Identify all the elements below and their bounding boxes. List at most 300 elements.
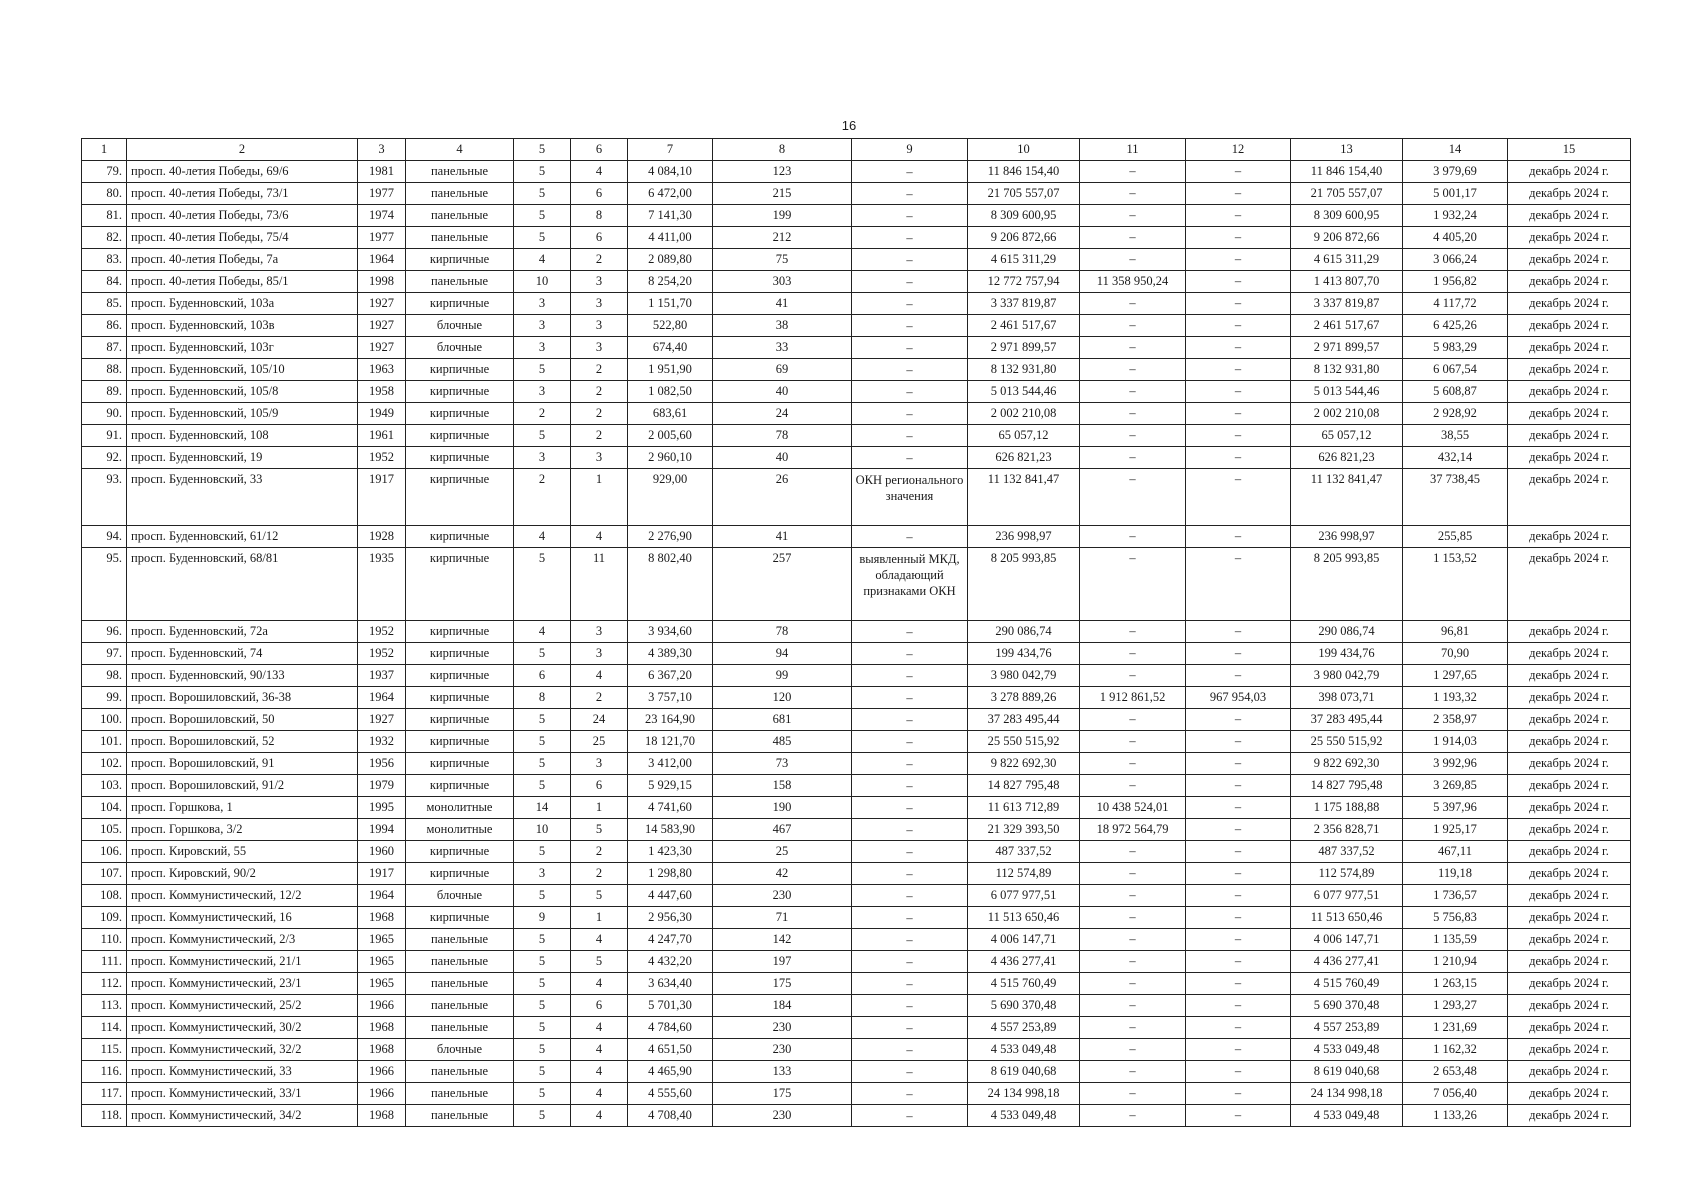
floors-cell: 5 [514,995,571,1017]
address-cell: просп. Коммунистический, 21/1 [127,951,358,973]
total-cost-cell: 2 971 899,57 [968,337,1080,359]
deadline-cell: декабрь 2024 г. [1508,1039,1631,1061]
unit-cost-cell: 1 914,03 [1403,731,1508,753]
table-row [82,205,1631,227]
heritage-status-cell: – [852,227,968,249]
unit-cost-cell: 6 425,26 [1403,315,1508,337]
build-year-cell: 1927 [358,709,406,731]
row-number-cell: 107. [82,863,127,885]
residents-cell: 485 [713,731,852,753]
fund-cost-cell: – [1080,381,1186,403]
unit-cost-cell: 70,90 [1403,643,1508,665]
unit-cost-cell: 1 263,15 [1403,973,1508,995]
regional-cost-cell: – [1186,1105,1291,1127]
fund-cost-cell: – [1080,775,1186,797]
residents-cell: 25 [713,841,852,863]
table-row [82,337,1631,359]
unit-cost-cell: 7 056,40 [1403,1083,1508,1105]
wall-material-cell: панельные [406,929,514,951]
owners-cost-cell: 65 057,12 [1291,425,1403,447]
residents-cell: 41 [713,293,852,315]
entrances-cell: 3 [571,753,628,775]
floors-cell: 3 [514,863,571,885]
regional-cost-cell: – [1186,359,1291,381]
entrances-cell: 4 [571,161,628,183]
heritage-status-cell: – [852,271,968,293]
deadline-cell: декабрь 2024 г. [1508,447,1631,469]
deadline-cell: декабрь 2024 г. [1508,643,1631,665]
fund-cost-cell: – [1080,731,1186,753]
deadline-cell: декабрь 2024 г. [1508,841,1631,863]
table-row [82,447,1631,469]
unit-cost-cell: 255,85 [1403,526,1508,548]
heritage-status-cell: – [852,425,968,447]
area-cell: 6 472,00 [628,183,713,205]
area-cell: 4 432,20 [628,951,713,973]
residents-cell: 230 [713,1105,852,1127]
table-row [82,161,1631,183]
regional-cost-cell: – [1186,709,1291,731]
address-cell: просп. Ворошиловский, 91 [127,753,358,775]
wall-material-cell: кирпичные [406,469,514,526]
deadline-cell: декабрь 2024 г. [1508,995,1631,1017]
build-year-cell: 1952 [358,621,406,643]
row-number-cell: 86. [82,315,127,337]
unit-cost-cell: 1 932,24 [1403,205,1508,227]
row-number-cell: 98. [82,665,127,687]
table-row [82,929,1631,951]
row-number-cell: 117. [82,1083,127,1105]
residents-cell: 33 [713,337,852,359]
floors-cell: 10 [514,271,571,293]
table-body [82,139,1631,1127]
wall-material-cell: кирпичные [406,249,514,271]
wall-material-cell: панельные [406,183,514,205]
build-year-cell: 1977 [358,227,406,249]
fund-cost-cell: – [1080,621,1186,643]
address-cell: просп. Кировский, 55 [127,841,358,863]
total-cost-cell: 11 132 841,47 [968,469,1080,526]
address-cell: просп. 40-летия Победы, 69/6 [127,161,358,183]
area-cell: 6 367,20 [628,665,713,687]
build-year-cell: 1932 [358,731,406,753]
entrances-cell: 3 [571,293,628,315]
row-number-cell: 88. [82,359,127,381]
floors-cell: 3 [514,315,571,337]
total-cost-cell: 199 434,76 [968,643,1080,665]
area-cell: 3 757,10 [628,687,713,709]
fund-cost-cell: – [1080,403,1186,425]
owners-cost-cell: 4 557 253,89 [1291,1017,1403,1039]
heritage-status-cell: – [852,161,968,183]
regional-cost-cell: – [1186,337,1291,359]
residents-cell: 78 [713,425,852,447]
address-cell: просп. 40-летия Победы, 73/1 [127,183,358,205]
unit-cost-cell: 1 293,27 [1403,995,1508,1017]
floors-cell: 4 [514,621,571,643]
unit-cost-cell: 1 135,59 [1403,929,1508,951]
deadline-cell: декабрь 2024 г. [1508,973,1631,995]
heritage-status-cell: – [852,403,968,425]
residents-cell: 123 [713,161,852,183]
row-number-cell: 92. [82,447,127,469]
floors-cell: 5 [514,359,571,381]
owners-cost-cell: 2 971 899,57 [1291,337,1403,359]
row-number-cell: 108. [82,885,127,907]
row-number-cell: 91. [82,425,127,447]
total-cost-cell: 2 002 210,08 [968,403,1080,425]
owners-cost-cell: 112 574,89 [1291,863,1403,885]
deadline-cell: декабрь 2024 г. [1508,621,1631,643]
address-cell: просп. Буденновский, 103а [127,293,358,315]
fund-cost-cell: 18 972 564,79 [1080,819,1186,841]
unit-cost-cell: 5 001,17 [1403,183,1508,205]
total-cost-cell: 4 557 253,89 [968,1017,1080,1039]
build-year-cell: 1917 [358,863,406,885]
wall-material-cell: кирпичные [406,775,514,797]
total-cost-cell: 112 574,89 [968,863,1080,885]
row-number-cell: 113. [82,995,127,1017]
entrances-cell: 4 [571,973,628,995]
residents-cell: 681 [713,709,852,731]
regional-cost-cell: – [1186,447,1291,469]
row-number-cell: 112. [82,973,127,995]
area-cell: 18 121,70 [628,731,713,753]
heritage-status-cell: – [852,359,968,381]
table-row [82,775,1631,797]
area-cell: 2 276,90 [628,526,713,548]
owners-cost-cell: 11 513 650,46 [1291,907,1403,929]
owners-cost-cell: 1 175 188,88 [1291,797,1403,819]
unit-cost-cell: 3 979,69 [1403,161,1508,183]
row-number-cell: 93. [82,469,127,526]
fund-cost-cell: – [1080,643,1186,665]
row-number-cell: 81. [82,205,127,227]
floors-cell: 5 [514,753,571,775]
entrances-cell: 2 [571,381,628,403]
total-cost-cell: 3 337 819,87 [968,293,1080,315]
fund-cost-cell: – [1080,205,1186,227]
entrances-cell: 1 [571,469,628,526]
column-number-cell: 1 [82,139,127,161]
total-cost-cell: 3 278 889,26 [968,687,1080,709]
unit-cost-cell: 1 736,57 [1403,885,1508,907]
row-number-cell: 101. [82,731,127,753]
fund-cost-cell: – [1080,885,1186,907]
wall-material-cell: монолитные [406,819,514,841]
fund-cost-cell: – [1080,863,1186,885]
owners-cost-cell: 398 073,71 [1291,687,1403,709]
heritage-status-cell: – [852,819,968,841]
entrances-cell: 3 [571,315,628,337]
area-cell: 23 164,90 [628,709,713,731]
floors-cell: 5 [514,183,571,205]
build-year-cell: 1968 [358,1039,406,1061]
build-year-cell: 1981 [358,161,406,183]
area-cell: 4 784,60 [628,1017,713,1039]
residents-cell: 230 [713,885,852,907]
regional-cost-cell: – [1186,797,1291,819]
deadline-cell: декабрь 2024 г. [1508,731,1631,753]
unit-cost-cell: 1 193,32 [1403,687,1508,709]
address-cell: просп. Буденновский, 33 [127,469,358,526]
build-year-cell: 1960 [358,841,406,863]
deadline-cell: декабрь 2024 г. [1508,885,1631,907]
build-year-cell: 1961 [358,425,406,447]
regional-cost-cell: – [1186,1039,1291,1061]
column-number-cell: 8 [713,139,852,161]
owners-cost-cell: 4 006 147,71 [1291,929,1403,951]
area-cell: 1 423,30 [628,841,713,863]
wall-material-cell: кирпичные [406,293,514,315]
wall-material-cell: панельные [406,227,514,249]
regional-cost-cell: – [1186,995,1291,1017]
total-cost-cell: 21 329 393,50 [968,819,1080,841]
entrances-cell: 6 [571,775,628,797]
unit-cost-cell: 4 117,72 [1403,293,1508,315]
owners-cost-cell: 236 998,97 [1291,526,1403,548]
wall-material-cell: кирпичные [406,621,514,643]
address-cell: просп. Ворошиловский, 50 [127,709,358,731]
entrances-cell: 8 [571,205,628,227]
total-cost-cell: 9 206 872,66 [968,227,1080,249]
unit-cost-cell: 5 608,87 [1403,381,1508,403]
owners-cost-cell: 8 619 040,68 [1291,1061,1403,1083]
deadline-cell: декабрь 2024 г. [1508,1061,1631,1083]
entrances-cell: 3 [571,447,628,469]
residents-cell: 41 [713,526,852,548]
total-cost-cell: 2 461 517,67 [968,315,1080,337]
table-row [82,731,1631,753]
deadline-cell: декабрь 2024 г. [1508,183,1631,205]
heritage-status-cell: – [852,841,968,863]
deadline-cell: декабрь 2024 г. [1508,381,1631,403]
table-row [82,293,1631,315]
residents-cell: 199 [713,205,852,227]
wall-material-cell: кирпичные [406,731,514,753]
wall-material-cell: панельные [406,205,514,227]
row-number-cell: 109. [82,907,127,929]
table-row [82,643,1631,665]
address-cell: просп. Буденновский, 103г [127,337,358,359]
deadline-cell: декабрь 2024 г. [1508,907,1631,929]
heritage-status-cell: – [852,775,968,797]
entrances-cell: 4 [571,1039,628,1061]
heritage-status-cell: – [852,907,968,929]
build-year-cell: 1935 [358,548,406,621]
total-cost-cell: 4 436 277,41 [968,951,1080,973]
column-number-cell: 15 [1508,139,1631,161]
build-year-cell: 1928 [358,526,406,548]
unit-cost-cell: 1 210,94 [1403,951,1508,973]
address-cell: просп. Буденновский, 74 [127,643,358,665]
deadline-cell: декабрь 2024 г. [1508,359,1631,381]
floors-cell: 5 [514,1061,571,1083]
heritage-status-cell: – [852,447,968,469]
column-number-cell: 2 [127,139,358,161]
wall-material-cell: монолитные [406,797,514,819]
area-cell: 4 247,70 [628,929,713,951]
build-year-cell: 1956 [358,753,406,775]
total-cost-cell: 11 513 650,46 [968,907,1080,929]
unit-cost-cell: 5 983,29 [1403,337,1508,359]
column-number-cell: 5 [514,139,571,161]
table-row [82,469,1631,526]
column-number-cell: 14 [1403,139,1508,161]
unit-cost-cell: 1 925,17 [1403,819,1508,841]
regional-cost-cell: – [1186,643,1291,665]
wall-material-cell: кирпичные [406,841,514,863]
unit-cost-cell: 37 738,45 [1403,469,1508,526]
build-year-cell: 1927 [358,337,406,359]
deadline-cell: декабрь 2024 г. [1508,951,1631,973]
address-cell: просп. Буденновский, 105/9 [127,403,358,425]
regional-cost-cell: – [1186,1083,1291,1105]
residents-cell: 303 [713,271,852,293]
deadline-cell: декабрь 2024 г. [1508,548,1631,621]
wall-material-cell: панельные [406,1017,514,1039]
residents-cell: 73 [713,753,852,775]
build-year-cell: 1974 [358,205,406,227]
owners-cost-cell: 4 436 277,41 [1291,951,1403,973]
fund-cost-cell: – [1080,1061,1186,1083]
owners-cost-cell: 4 515 760,49 [1291,973,1403,995]
unit-cost-cell: 2 928,92 [1403,403,1508,425]
table-row [82,315,1631,337]
table-row [82,227,1631,249]
build-year-cell: 1917 [358,469,406,526]
heritage-status-cell: выявленный МКД, обладающий признаками ОКН [852,548,968,621]
area-cell: 14 583,90 [628,819,713,841]
area-cell: 4 708,40 [628,1105,713,1127]
wall-material-cell: панельные [406,1083,514,1105]
address-cell: просп. Горшкова, 1 [127,797,358,819]
area-cell: 1 151,70 [628,293,713,315]
area-cell: 4 389,30 [628,643,713,665]
floors-cell: 5 [514,643,571,665]
fund-cost-cell: – [1080,907,1186,929]
deadline-cell: декабрь 2024 г. [1508,337,1631,359]
table-row [82,381,1631,403]
row-number-cell: 84. [82,271,127,293]
residents-cell: 190 [713,797,852,819]
regional-cost-cell: – [1186,469,1291,526]
wall-material-cell: кирпичные [406,709,514,731]
heritage-status-cell: – [852,1105,968,1127]
unit-cost-cell: 38,55 [1403,425,1508,447]
deadline-cell: декабрь 2024 г. [1508,1105,1631,1127]
floors-cell: 9 [514,907,571,929]
row-number-cell: 89. [82,381,127,403]
build-year-cell: 1966 [358,1083,406,1105]
wall-material-cell: панельные [406,951,514,973]
fund-cost-cell: – [1080,183,1186,205]
row-number-cell: 82. [82,227,127,249]
heritage-status-cell: ОКН регионального значения [852,469,968,526]
residents-cell: 215 [713,183,852,205]
unit-cost-cell: 5 756,83 [1403,907,1508,929]
residents-cell: 40 [713,381,852,403]
entrances-cell: 1 [571,907,628,929]
residents-cell: 142 [713,929,852,951]
total-cost-cell: 25 550 515,92 [968,731,1080,753]
table-row [82,183,1631,205]
entrances-cell: 2 [571,403,628,425]
build-year-cell: 1964 [358,687,406,709]
residents-cell: 24 [713,403,852,425]
wall-material-cell: кирпичные [406,687,514,709]
address-cell: просп. Коммунистический, 23/1 [127,973,358,995]
fund-cost-cell: – [1080,1017,1186,1039]
build-year-cell: 1965 [358,929,406,951]
regional-cost-cell: – [1186,665,1291,687]
owners-cost-cell: 4 533 049,48 [1291,1105,1403,1127]
row-number-cell: 87. [82,337,127,359]
build-year-cell: 1952 [358,447,406,469]
floors-cell: 5 [514,1105,571,1127]
owners-cost-cell: 24 134 998,18 [1291,1083,1403,1105]
table-row [82,1039,1631,1061]
build-year-cell: 1979 [358,775,406,797]
address-cell: просп. 40-летия Победы, 73/6 [127,205,358,227]
owners-cost-cell: 9 206 872,66 [1291,227,1403,249]
entrances-cell: 4 [571,665,628,687]
total-cost-cell: 487 337,52 [968,841,1080,863]
fund-cost-cell: – [1080,951,1186,973]
unit-cost-cell: 432,14 [1403,447,1508,469]
table-row [82,885,1631,907]
table-row [82,819,1631,841]
residents-cell: 212 [713,227,852,249]
address-cell: просп. Коммунистический, 32/2 [127,1039,358,1061]
unit-cost-cell: 6 067,54 [1403,359,1508,381]
area-cell: 1 082,50 [628,381,713,403]
regional-cost-cell: 967 954,03 [1186,687,1291,709]
area-cell: 522,80 [628,315,713,337]
unit-cost-cell: 3 269,85 [1403,775,1508,797]
owners-cost-cell: 9 822 692,30 [1291,753,1403,775]
area-cell: 4 447,60 [628,885,713,907]
row-number-cell: 110. [82,929,127,951]
regional-cost-cell: – [1186,731,1291,753]
area-cell: 3 934,60 [628,621,713,643]
build-year-cell: 1965 [358,951,406,973]
table-row [82,753,1631,775]
owners-cost-cell: 2 356 828,71 [1291,819,1403,841]
wall-material-cell: блочные [406,337,514,359]
unit-cost-cell: 2 358,97 [1403,709,1508,731]
regional-cost-cell: – [1186,381,1291,403]
wall-material-cell: кирпичные [406,425,514,447]
row-number-cell: 103. [82,775,127,797]
heritage-status-cell: – [852,337,968,359]
row-number-cell: 95. [82,548,127,621]
regional-cost-cell: – [1186,775,1291,797]
heritage-status-cell: – [852,526,968,548]
floors-cell: 5 [514,731,571,753]
area-cell: 3 634,40 [628,973,713,995]
unit-cost-cell: 1 153,52 [1403,548,1508,621]
floors-cell: 5 [514,973,571,995]
wall-material-cell: блочные [406,315,514,337]
wall-material-cell: панельные [406,973,514,995]
row-number-cell: 79. [82,161,127,183]
heritage-status-cell: – [852,753,968,775]
heritage-status-cell: – [852,1083,968,1105]
heritage-status-cell: – [852,249,968,271]
fund-cost-cell: – [1080,1105,1186,1127]
page-number: 16 [841,118,857,133]
